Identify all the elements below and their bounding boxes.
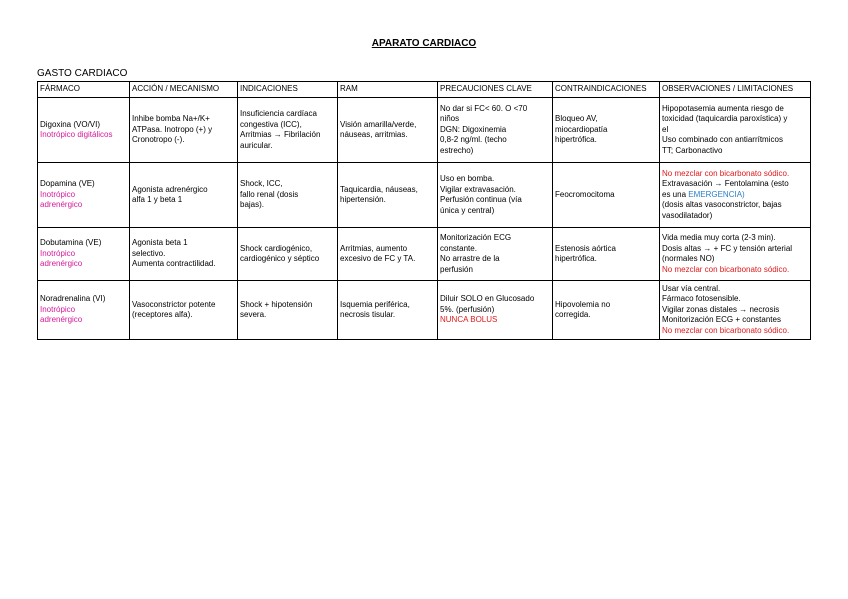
header-ram: RAM [338, 82, 438, 98]
observations-cell [660, 98, 811, 163]
document-title: APARATO CARDIACO [371, 38, 477, 49]
cell-line: Isquemia periférica, [340, 299, 410, 309]
drug-class: Inotrópico [40, 304, 76, 314]
cell-line: Shock, ICC, [240, 179, 283, 189]
cell-line: (dosis altas vasoconstrictor, bajas [662, 200, 782, 210]
cell-line: Arritmias → Fibrilación [240, 130, 321, 139]
cell-line: Agonista beta 1 [132, 238, 188, 248]
cell-line: Usar vía central. [662, 283, 721, 293]
cell-line: Shock cardiogénico, [240, 243, 313, 253]
drug-class: adrenérgico [40, 315, 83, 325]
cell-line: Monitorización ECG + constantes [662, 315, 781, 325]
drug-name: Noradrenalina (VI) [40, 294, 106, 304]
cell-line: bajas). [240, 200, 265, 210]
table-row [38, 281, 811, 340]
cell-line: Dosis altas → + FC y tensión arterial [662, 243, 793, 253]
table-row [38, 98, 811, 163]
cell-line: hipertrófica. [555, 254, 597, 263]
cell-line: corregida. [555, 310, 591, 319]
drug-name: Dobutamina (VE) [40, 238, 102, 248]
cell-line: Estenosis aórtica [555, 243, 616, 253]
drug-class: adrenérgico [40, 259, 83, 269]
indications-cell [238, 281, 338, 340]
warning-text: No mezclar con bicarbonato sódico. [662, 264, 790, 274]
header-farmaco: FÁRMACO [38, 82, 130, 98]
action-cell [130, 281, 238, 340]
header-contraindicaciones: CONTRAINDICACIONES [553, 82, 660, 98]
cell-line: ATPasa. Inotropo (+) y [132, 124, 213, 134]
cell-line: Perfusión continua (vía [440, 195, 522, 204]
table-header-row [38, 82, 811, 98]
cell-line: No dar si FC< 60. O <70 [440, 103, 528, 113]
ram-cell [338, 163, 438, 228]
cell-line [662, 190, 808, 201]
cell-text: es una [662, 189, 689, 199]
header-indicaciones: INDICACIONES [238, 82, 338, 98]
cell-line: auricular. [240, 140, 273, 150]
cell-line: constante. [440, 243, 477, 253]
precautions-cell [438, 281, 553, 340]
cell-line: severa. [240, 310, 267, 319]
cell-line: Taquicardia, náuseas, [340, 184, 418, 194]
drug-cell [38, 281, 130, 340]
drug-table [37, 81, 811, 340]
contraindications-cell [553, 228, 660, 281]
cell-line: el [662, 124, 669, 134]
cell-line: 5%. (perfusión) [440, 304, 495, 314]
cell-line: Diluir SOLO en Glucosado [440, 294, 535, 304]
cell-line: (normales NO) [662, 254, 715, 263]
cell-line: excesivo de FC y TA. [340, 254, 416, 263]
cell-line: selectivo. [132, 248, 166, 258]
cell-line: Agonista adrenérgico [132, 184, 208, 194]
drug-cell [38, 98, 130, 163]
cell-line: estrecho) [440, 145, 474, 155]
precautions-cell [438, 228, 553, 281]
cell-line: hipertrófica. [555, 135, 597, 145]
cell-line: Inhibe bomba Na+/K+ [132, 114, 210, 124]
contraindications-cell [553, 163, 660, 228]
cell-line: Shock + hipotensión [240, 299, 313, 309]
cell-line: Vigilar zonas distales → necrosis [662, 304, 780, 314]
cell-line: No arrastre de la [440, 254, 500, 263]
observations-cell [660, 163, 811, 228]
section-heading: GASTO CARDIACO [37, 68, 128, 79]
contraindications-cell [553, 98, 660, 163]
drug-cell [38, 228, 130, 281]
cell-line: (receptores alfa). [132, 310, 193, 319]
drug-name: Digoxina (VO/VI) [40, 119, 101, 129]
cell-line: DGN: Digoxinemia [440, 124, 507, 134]
drug-class: Inotrópico [40, 189, 76, 199]
table-row [38, 163, 811, 228]
header-precauciones: PRECAUCIONES CLAVE [438, 82, 553, 98]
drug-name: Dopamina (VE) [40, 179, 95, 189]
cell-line: toxicidad (taquicardia paroxística) y [662, 114, 788, 124]
cell-line: náuseas, arritmias. [340, 130, 408, 139]
warning-text: No mezclar con bicarbonato sódico. [662, 168, 790, 178]
cell-line: cardiogénico y séptico [240, 254, 320, 263]
header-observaciones: OBSERVACIONES / LIMITACIONES [660, 82, 811, 98]
cell-line: vasodilatador) [662, 210, 713, 220]
cell-line: Hipopotasemia aumenta riesgo de [662, 103, 784, 113]
warning-text: NUNCA BOLUS [440, 315, 498, 325]
cell-line: Insuficiencia cardíaca [240, 109, 317, 118]
cell-line: Cronotropo (-). [132, 135, 185, 145]
cell-line: miocardiopatía [555, 124, 608, 134]
action-cell [130, 228, 238, 281]
indications-cell [238, 228, 338, 281]
ram-cell [338, 281, 438, 340]
cell-line: Bloqueo AV, [555, 114, 598, 124]
drug-cell [38, 163, 130, 228]
action-cell [130, 98, 238, 163]
cell-line: única y central) [440, 205, 495, 215]
cell-line: necrosis tisular. [340, 310, 396, 319]
observations-cell [660, 281, 811, 340]
drug-class: Inotrópico digitálicos [40, 130, 113, 139]
table-row [38, 228, 811, 281]
cell-line: 0,8-2 ng/ml. (techo [440, 135, 507, 145]
contraindications-cell [553, 281, 660, 340]
cell-line: Feocromocitoma [555, 189, 615, 199]
ram-cell [338, 98, 438, 163]
cell-line: Vasoconstrictor potente [132, 299, 216, 309]
cell-line: Vida media muy corta (2-3 min). [662, 233, 776, 242]
cell-line: Visión amarilla/verde, [340, 119, 417, 129]
cell-line: niños [440, 114, 460, 124]
cell-line: TT; Carbonactivo [662, 145, 723, 155]
emergency-text: EMERGENCIA) [688, 189, 745, 199]
cell-line: Extravasación → Fentolamina (esto [662, 179, 789, 189]
indications-cell [238, 98, 338, 163]
observations-cell [660, 228, 811, 281]
indications-cell [238, 163, 338, 228]
cell-line: perfusión [440, 264, 473, 274]
cell-line: Uso en bomba. [440, 174, 495, 183]
cell-line: Fármaco fotosensible. [662, 294, 741, 304]
precautions-cell [438, 98, 553, 163]
cell-line: Hipovolemia no [555, 299, 611, 309]
cell-line: Monitorización ECG [440, 233, 512, 242]
cell-line: congestiva (ICC), [240, 119, 302, 129]
cell-line: Uso combinado con antiarrítmicos [662, 135, 783, 145]
cell-line: Aumenta contractilidad. [132, 259, 216, 269]
cell-line: hipertensión. [340, 195, 386, 204]
cell-line: Arritmias, aumento [340, 243, 408, 253]
cell-line: alfa 1 y beta 1 [132, 195, 183, 204]
cell-line: Vigilar extravasación. [440, 184, 516, 194]
ram-cell [338, 228, 438, 281]
action-cell [130, 163, 238, 228]
drug-class: Inotrópico [40, 248, 76, 258]
cell-line: fallo renal (dosis [240, 189, 299, 199]
warning-text: No mezclar con bicarbonato sódico. [662, 325, 790, 335]
precautions-cell [438, 163, 553, 228]
header-accion: ACCIÓN / MECANISMO [130, 82, 238, 98]
drug-class: adrenérgico [40, 200, 83, 210]
